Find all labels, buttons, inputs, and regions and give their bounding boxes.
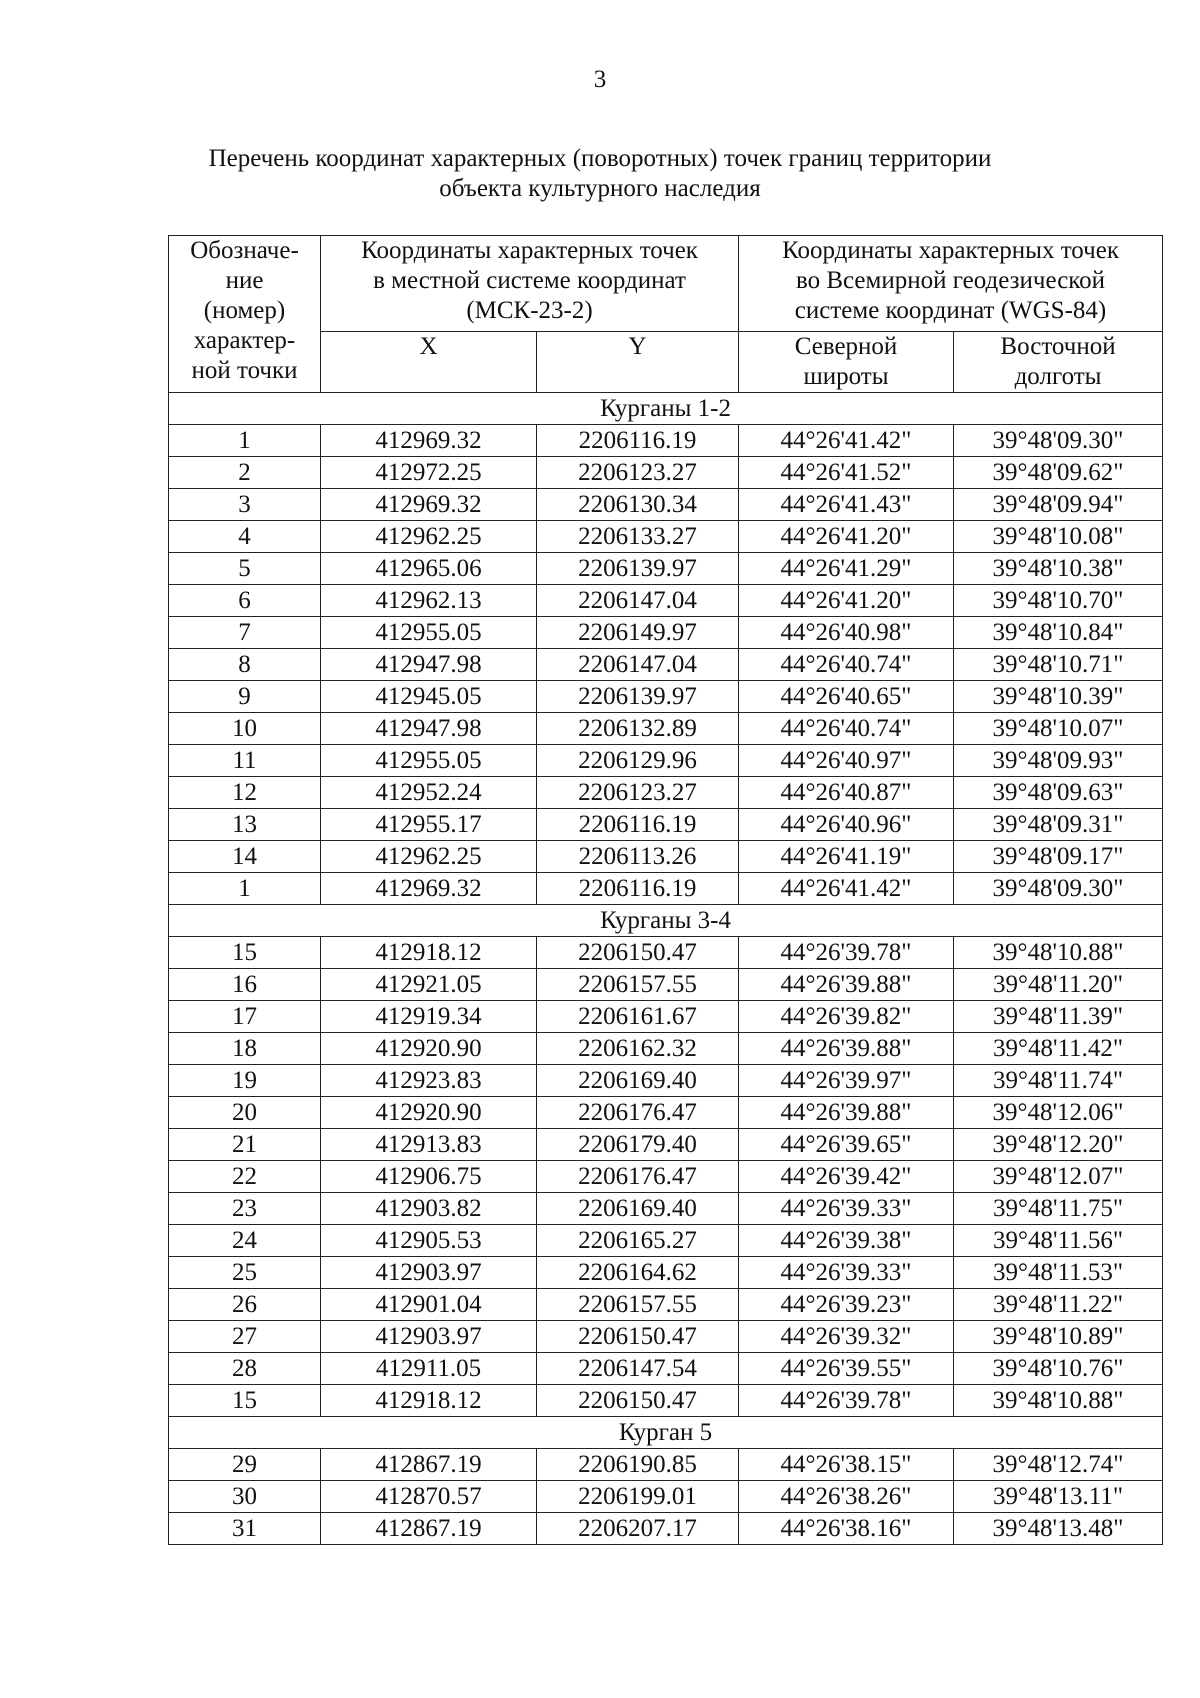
table-row [169, 1257, 1163, 1289]
group-title: Курган 5 [169, 1417, 1163, 1449]
header-longitude-line: Восточной [1000, 333, 1116, 360]
table-row [169, 521, 1163, 553]
table-row [169, 1161, 1163, 1193]
table-row [169, 489, 1163, 521]
cell-x: 412962.25 [321, 841, 537, 873]
cell-x: 412969.32 [321, 873, 537, 905]
cell-y: 2206139.97 [537, 553, 739, 585]
cell-longitude: 39°48'11.39" [954, 1001, 1163, 1033]
cell-x: 412919.34 [321, 1001, 537, 1033]
cell-y: 2206176.47 [537, 1097, 739, 1129]
header-designation-line: (номер) [203, 297, 286, 324]
group-title: Курганы 1-2 [169, 393, 1163, 425]
cell-point-number: 31 [169, 1513, 321, 1545]
table-row [169, 1321, 1163, 1353]
cell-longitude: 39°48'10.07" [954, 713, 1163, 745]
cell-y: 2206150.47 [537, 937, 739, 969]
cell-latitude: 44°26'39.88" [739, 1033, 954, 1065]
cell-latitude: 44°26'40.98" [739, 617, 954, 649]
cell-latitude: 44°26'39.55" [739, 1353, 954, 1385]
table-row [169, 1097, 1163, 1129]
cell-longitude: 39°48'09.17" [954, 841, 1163, 873]
cell-longitude: 39°48'12.20" [954, 1129, 1163, 1161]
cell-longitude: 39°48'09.93" [954, 745, 1163, 777]
table-row [169, 969, 1163, 1001]
cell-y: 2206147.04 [537, 649, 739, 681]
cell-point-number: 29 [169, 1449, 321, 1481]
header-latitude [739, 332, 954, 393]
cell-y: 2206169.40 [537, 1065, 739, 1097]
cell-longitude: 39°48'10.88" [954, 937, 1163, 969]
cell-latitude: 44°26'41.52" [739, 457, 954, 489]
cell-point-number: 23 [169, 1193, 321, 1225]
cell-point-number: 14 [169, 841, 321, 873]
table-row [169, 585, 1163, 617]
cell-x: 412918.12 [321, 1385, 537, 1417]
header-longitude-line: долготы [1014, 363, 1102, 390]
cell-x: 412945.05 [321, 681, 537, 713]
cell-y: 2206190.85 [537, 1449, 739, 1481]
cell-x: 412903.97 [321, 1257, 537, 1289]
cell-point-number: 13 [169, 809, 321, 841]
cell-latitude: 44°26'38.26" [739, 1481, 954, 1513]
table-row [169, 1193, 1163, 1225]
document-title-line-2: объекта культурного наследия [439, 175, 761, 202]
cell-longitude: 39°48'10.89" [954, 1321, 1163, 1353]
table-row [169, 425, 1163, 457]
cell-point-number: 1 [169, 873, 321, 905]
cell-longitude: 39°48'09.62" [954, 457, 1163, 489]
cell-point-number: 11 [169, 745, 321, 777]
cell-y: 2206169.40 [537, 1193, 739, 1225]
cell-point-number: 10 [169, 713, 321, 745]
cell-latitude: 44°26'39.78" [739, 1385, 954, 1417]
cell-latitude: 44°26'39.38" [739, 1225, 954, 1257]
table-row [169, 1353, 1163, 1385]
cell-y: 2206179.40 [537, 1129, 739, 1161]
cell-point-number: 12 [169, 777, 321, 809]
cell-latitude: 44°26'39.88" [739, 969, 954, 1001]
cell-latitude: 44°26'41.20" [739, 521, 954, 553]
header-x: X [321, 332, 537, 393]
table-row [169, 873, 1163, 905]
cell-latitude: 44°26'40.65" [739, 681, 954, 713]
cell-longitude: 39°48'11.56" [954, 1225, 1163, 1257]
cell-latitude: 44°26'39.33" [739, 1193, 954, 1225]
cell-x: 412969.32 [321, 489, 537, 521]
table-row [169, 457, 1163, 489]
cell-y: 2206164.62 [537, 1257, 739, 1289]
cell-latitude: 44°26'41.29" [739, 553, 954, 585]
cell-longitude: 39°48'11.74" [954, 1065, 1163, 1097]
header-longitude [954, 332, 1163, 393]
cell-x: 412947.98 [321, 713, 537, 745]
cell-latitude: 44°26'40.74" [739, 649, 954, 681]
cell-x: 412962.25 [321, 521, 537, 553]
table-row [169, 649, 1163, 681]
cell-point-number: 25 [169, 1257, 321, 1289]
header-local-system-line: Координаты характерных точек [361, 237, 698, 264]
header-wgs-system-line: Координаты характерных точек [782, 237, 1119, 264]
cell-latitude: 44°26'41.43" [739, 489, 954, 521]
cell-y: 2206133.27 [537, 521, 739, 553]
cell-y: 2206123.27 [537, 777, 739, 809]
cell-x: 412955.05 [321, 617, 537, 649]
cell-x: 412955.05 [321, 745, 537, 777]
cell-latitude: 44°26'38.16" [739, 1513, 954, 1545]
cell-latitude: 44°26'39.97" [739, 1065, 954, 1097]
cell-y: 2206139.97 [537, 681, 739, 713]
cell-latitude: 44°26'41.42" [739, 425, 954, 457]
cell-y: 2206149.97 [537, 617, 739, 649]
cell-latitude: 44°26'39.42" [739, 1161, 954, 1193]
cell-x: 412920.90 [321, 1097, 537, 1129]
cell-x: 412955.17 [321, 809, 537, 841]
cell-y: 2206176.47 [537, 1161, 739, 1193]
cell-latitude: 44°26'39.65" [739, 1129, 954, 1161]
table-row [169, 617, 1163, 649]
table-row [169, 777, 1163, 809]
header-designation-line: характер- [193, 327, 296, 354]
cell-latitude: 44°26'40.74" [739, 713, 954, 745]
cell-latitude: 44°26'39.32" [739, 1321, 954, 1353]
table-row [169, 841, 1163, 873]
cell-point-number: 6 [169, 585, 321, 617]
cell-x: 412965.06 [321, 553, 537, 585]
cell-point-number: 8 [169, 649, 321, 681]
cell-y: 2206150.47 [537, 1385, 739, 1417]
cell-point-number: 24 [169, 1225, 321, 1257]
cell-x: 412867.19 [321, 1449, 537, 1481]
cell-point-number: 1 [169, 425, 321, 457]
cell-y: 2206199.01 [537, 1481, 739, 1513]
table-row [169, 1129, 1163, 1161]
header-local-system-line: (МСК-23-2) [466, 297, 593, 324]
cell-y: 2206157.55 [537, 1289, 739, 1321]
cell-x: 412918.12 [321, 937, 537, 969]
group-header-row [169, 905, 1163, 937]
cell-latitude: 44°26'39.78" [739, 937, 954, 969]
table-row [169, 553, 1163, 585]
cell-point-number: 18 [169, 1033, 321, 1065]
cell-longitude: 39°48'12.06" [954, 1097, 1163, 1129]
group-title: Курганы 3-4 [169, 905, 1163, 937]
cell-point-number: 22 [169, 1161, 321, 1193]
table-row [169, 809, 1163, 841]
cell-point-number: 26 [169, 1289, 321, 1321]
header-designation-line: ной точки [191, 357, 298, 384]
page-number: 3 [593, 66, 607, 93]
table-row [169, 745, 1163, 777]
cell-y: 2206129.96 [537, 745, 739, 777]
cell-x: 412952.24 [321, 777, 537, 809]
cell-y: 2206150.47 [537, 1321, 739, 1353]
cell-point-number: 20 [169, 1097, 321, 1129]
table-body [169, 393, 1163, 1545]
cell-x: 412903.82 [321, 1193, 537, 1225]
cell-longitude: 39°48'09.30" [954, 873, 1163, 905]
cell-y: 2206157.55 [537, 969, 739, 1001]
cell-longitude: 39°48'10.70" [954, 585, 1163, 617]
cell-longitude: 39°48'11.20" [954, 969, 1163, 1001]
cell-point-number: 16 [169, 969, 321, 1001]
cell-latitude: 44°26'41.42" [739, 873, 954, 905]
cell-x: 412913.83 [321, 1129, 537, 1161]
cell-y: 2206147.04 [537, 585, 739, 617]
cell-y: 2206123.27 [537, 457, 739, 489]
cell-point-number: 30 [169, 1481, 321, 1513]
cell-y: 2206116.19 [537, 425, 739, 457]
cell-point-number: 7 [169, 617, 321, 649]
cell-y: 2206132.89 [537, 713, 739, 745]
header-y: Y [537, 332, 739, 393]
cell-y: 2206161.67 [537, 1001, 739, 1033]
cell-longitude: 39°48'10.88" [954, 1385, 1163, 1417]
table-row [169, 681, 1163, 713]
cell-point-number: 9 [169, 681, 321, 713]
table-row [169, 1385, 1163, 1417]
cell-point-number: 5 [169, 553, 321, 585]
cell-longitude: 39°48'09.31" [954, 809, 1163, 841]
cell-x: 412870.57 [321, 1481, 537, 1513]
cell-longitude: 39°48'11.53" [954, 1257, 1163, 1289]
cell-longitude: 39°48'09.30" [954, 425, 1163, 457]
cell-x: 412947.98 [321, 649, 537, 681]
header-designation-line: Обозначе- [190, 237, 299, 264]
cell-x: 412921.05 [321, 969, 537, 1001]
cell-x: 412911.05 [321, 1353, 537, 1385]
cell-y: 2206207.17 [537, 1513, 739, 1545]
group-header-row [169, 1417, 1163, 1449]
cell-x: 412867.19 [321, 1513, 537, 1545]
cell-x: 412906.75 [321, 1161, 537, 1193]
cell-longitude: 39°48'11.42" [954, 1033, 1163, 1065]
cell-point-number: 27 [169, 1321, 321, 1353]
header-latitude-line: широты [803, 363, 889, 390]
cell-x: 412969.32 [321, 425, 537, 457]
cell-x: 412923.83 [321, 1065, 537, 1097]
cell-x: 412920.90 [321, 1033, 537, 1065]
table-row [169, 1033, 1163, 1065]
cell-y: 2206116.19 [537, 873, 739, 905]
cell-longitude: 39°48'09.94" [954, 489, 1163, 521]
header-designation-line: ние [225, 267, 264, 294]
table-row [169, 1513, 1163, 1545]
cell-longitude: 39°48'11.22" [954, 1289, 1163, 1321]
table-row [169, 713, 1163, 745]
header-wgs-system-line: системе координат (WGS-84) [794, 297, 1107, 324]
document-title [130, 144, 1070, 204]
cell-latitude: 44°26'40.87" [739, 777, 954, 809]
cell-point-number: 15 [169, 1385, 321, 1417]
cell-point-number: 21 [169, 1129, 321, 1161]
cell-latitude: 44°26'39.33" [739, 1257, 954, 1289]
cell-x: 412962.13 [321, 585, 537, 617]
header-local-system-line: в местной системе координат [373, 267, 686, 294]
cell-y: 2206162.32 [537, 1033, 739, 1065]
header-wgs-system [739, 236, 1163, 332]
cell-longitude: 39°48'12.74" [954, 1449, 1163, 1481]
cell-y: 2206147.54 [537, 1353, 739, 1385]
cell-longitude: 39°48'09.63" [954, 777, 1163, 809]
table-row [169, 1289, 1163, 1321]
cell-latitude: 44°26'41.20" [739, 585, 954, 617]
cell-latitude: 44°26'40.96" [739, 809, 954, 841]
table-row [169, 1481, 1163, 1513]
cell-point-number: 2 [169, 457, 321, 489]
table-row [169, 1065, 1163, 1097]
cell-latitude: 44°26'40.97" [739, 745, 954, 777]
cell-y: 2206113.26 [537, 841, 739, 873]
cell-latitude: 44°26'39.23" [739, 1289, 954, 1321]
cell-longitude: 39°48'10.71" [954, 649, 1163, 681]
cell-point-number: 19 [169, 1065, 321, 1097]
cell-longitude: 39°48'10.84" [954, 617, 1163, 649]
group-header-row [169, 393, 1163, 425]
cell-point-number: 15 [169, 937, 321, 969]
header-wgs-system-line: во Всемирной геодезической [795, 267, 1106, 294]
cell-x: 412901.04 [321, 1289, 537, 1321]
table-row [169, 937, 1163, 969]
cell-longitude: 39°48'13.48" [954, 1513, 1163, 1545]
cell-latitude: 44°26'39.88" [739, 1097, 954, 1129]
cell-longitude: 39°48'10.38" [954, 553, 1163, 585]
cell-latitude: 44°26'39.82" [739, 1001, 954, 1033]
header-local-system [321, 236, 739, 332]
coordinates-table [168, 235, 1163, 1545]
cell-longitude: 39°48'11.75" [954, 1193, 1163, 1225]
cell-x: 412972.25 [321, 457, 537, 489]
cell-y: 2206130.34 [537, 489, 739, 521]
table-row [169, 1449, 1163, 1481]
cell-point-number: 4 [169, 521, 321, 553]
cell-point-number: 28 [169, 1353, 321, 1385]
cell-longitude: 39°48'12.07" [954, 1161, 1163, 1193]
cell-latitude: 44°26'41.19" [739, 841, 954, 873]
cell-latitude: 44°26'38.15" [739, 1449, 954, 1481]
cell-x: 412905.53 [321, 1225, 537, 1257]
cell-point-number: 3 [169, 489, 321, 521]
cell-longitude: 39°48'10.76" [954, 1353, 1163, 1385]
cell-y: 2206165.27 [537, 1225, 739, 1257]
cell-x: 412903.97 [321, 1321, 537, 1353]
header-designation [169, 236, 321, 393]
cell-longitude: 39°48'13.11" [954, 1481, 1163, 1513]
cell-point-number: 17 [169, 1001, 321, 1033]
cell-y: 2206116.19 [537, 809, 739, 841]
document-title-line-1: Перечень координат характерных (поворотных) точек границ территории [208, 145, 992, 172]
header-latitude-line: Северной [794, 333, 898, 360]
cell-longitude: 39°48'10.39" [954, 681, 1163, 713]
table-row [169, 1225, 1163, 1257]
table-row [169, 1001, 1163, 1033]
cell-longitude: 39°48'10.08" [954, 521, 1163, 553]
